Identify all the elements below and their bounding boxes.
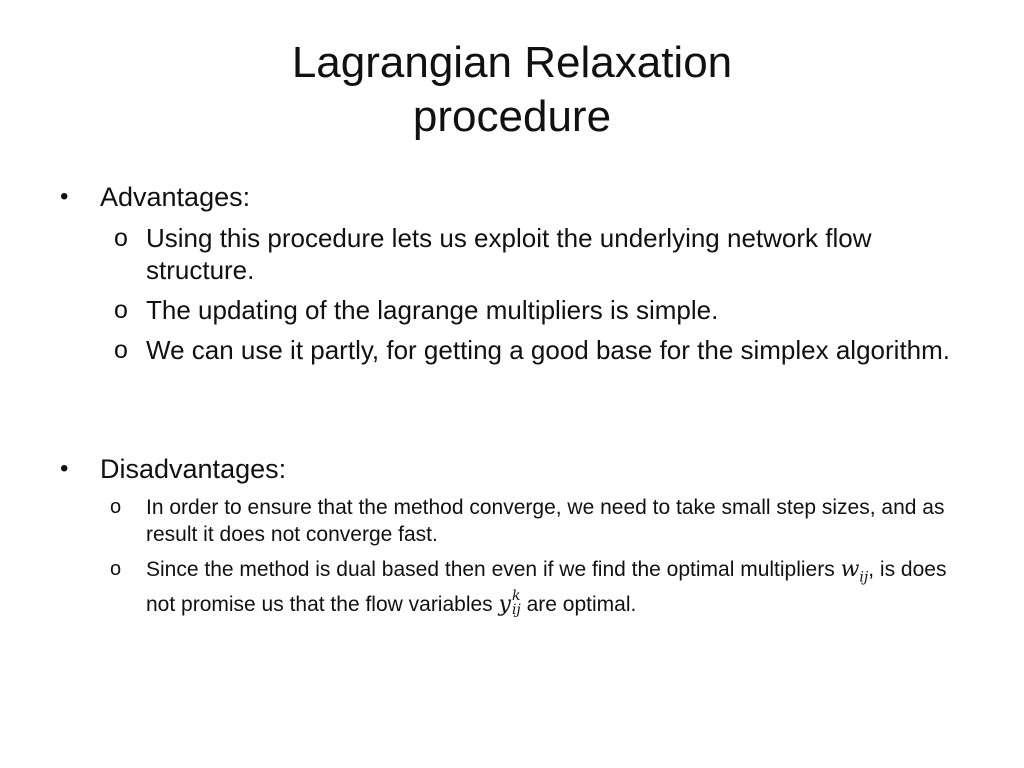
math-y-indices bbox=[512, 589, 521, 617]
advantage-text: Using this procedure lets us exploit the underlying network flow structure. bbox=[146, 223, 872, 285]
bullet-dot-icon: • bbox=[60, 183, 69, 210]
math-y-base: y bbox=[498, 592, 511, 618]
disadvantage-text-after: are optimal. bbox=[520, 593, 637, 617]
advantages-heading-item bbox=[58, 180, 978, 214]
advantage-item bbox=[58, 222, 978, 286]
disadvantage-item bbox=[58, 494, 978, 548]
advantage-text: The updating of the lagrange multipliers is simple. bbox=[146, 295, 719, 325]
math-flow-variable-y bbox=[498, 588, 521, 619]
disadvantages-section bbox=[58, 452, 978, 619]
bullet-circle-icon: o bbox=[110, 496, 122, 518]
advantage-item bbox=[58, 294, 978, 326]
advantage-item bbox=[58, 334, 978, 366]
bullet-dot-icon: • bbox=[60, 455, 69, 482]
math-multiplier-w bbox=[840, 557, 869, 586]
math-w-base: w bbox=[840, 557, 860, 582]
math-y-subscript: ij bbox=[511, 602, 521, 619]
slide-title bbox=[150, 36, 874, 144]
slide-title-line-2: procedure bbox=[412, 92, 612, 141]
advantages-section bbox=[58, 180, 978, 366]
disadvantage-text-before: Since the method is dual based then even if we find the optimal multipliers bbox=[146, 558, 841, 581]
math-w-subscript: ij bbox=[859, 569, 869, 586]
disadvantages-heading: Disadvantages: bbox=[100, 454, 287, 484]
advantage-text: We can use it partly, for getting a good base for the simplex algorithm. bbox=[146, 335, 951, 365]
bullet-circle-icon: o bbox=[114, 224, 128, 252]
disadvantage-item bbox=[58, 556, 978, 619]
bullet-circle-icon: o bbox=[114, 296, 128, 324]
bullet-circle-icon: o bbox=[110, 558, 122, 580]
slide-title-line-1: Lagrangian Relaxation bbox=[291, 38, 733, 87]
disadvantages-heading-item bbox=[58, 452, 978, 486]
disadvantage-text: In order to ensure that the method converge, we need to take small step sizes, and as result it does not converge fast. bbox=[146, 496, 945, 546]
advantages-heading: Advantages: bbox=[100, 182, 251, 212]
math-y-superscript: k bbox=[511, 588, 521, 605]
bullet-circle-icon: o bbox=[114, 336, 128, 364]
disadvantage-text-middle: , is does not promise us that the flow variables bbox=[146, 558, 947, 617]
